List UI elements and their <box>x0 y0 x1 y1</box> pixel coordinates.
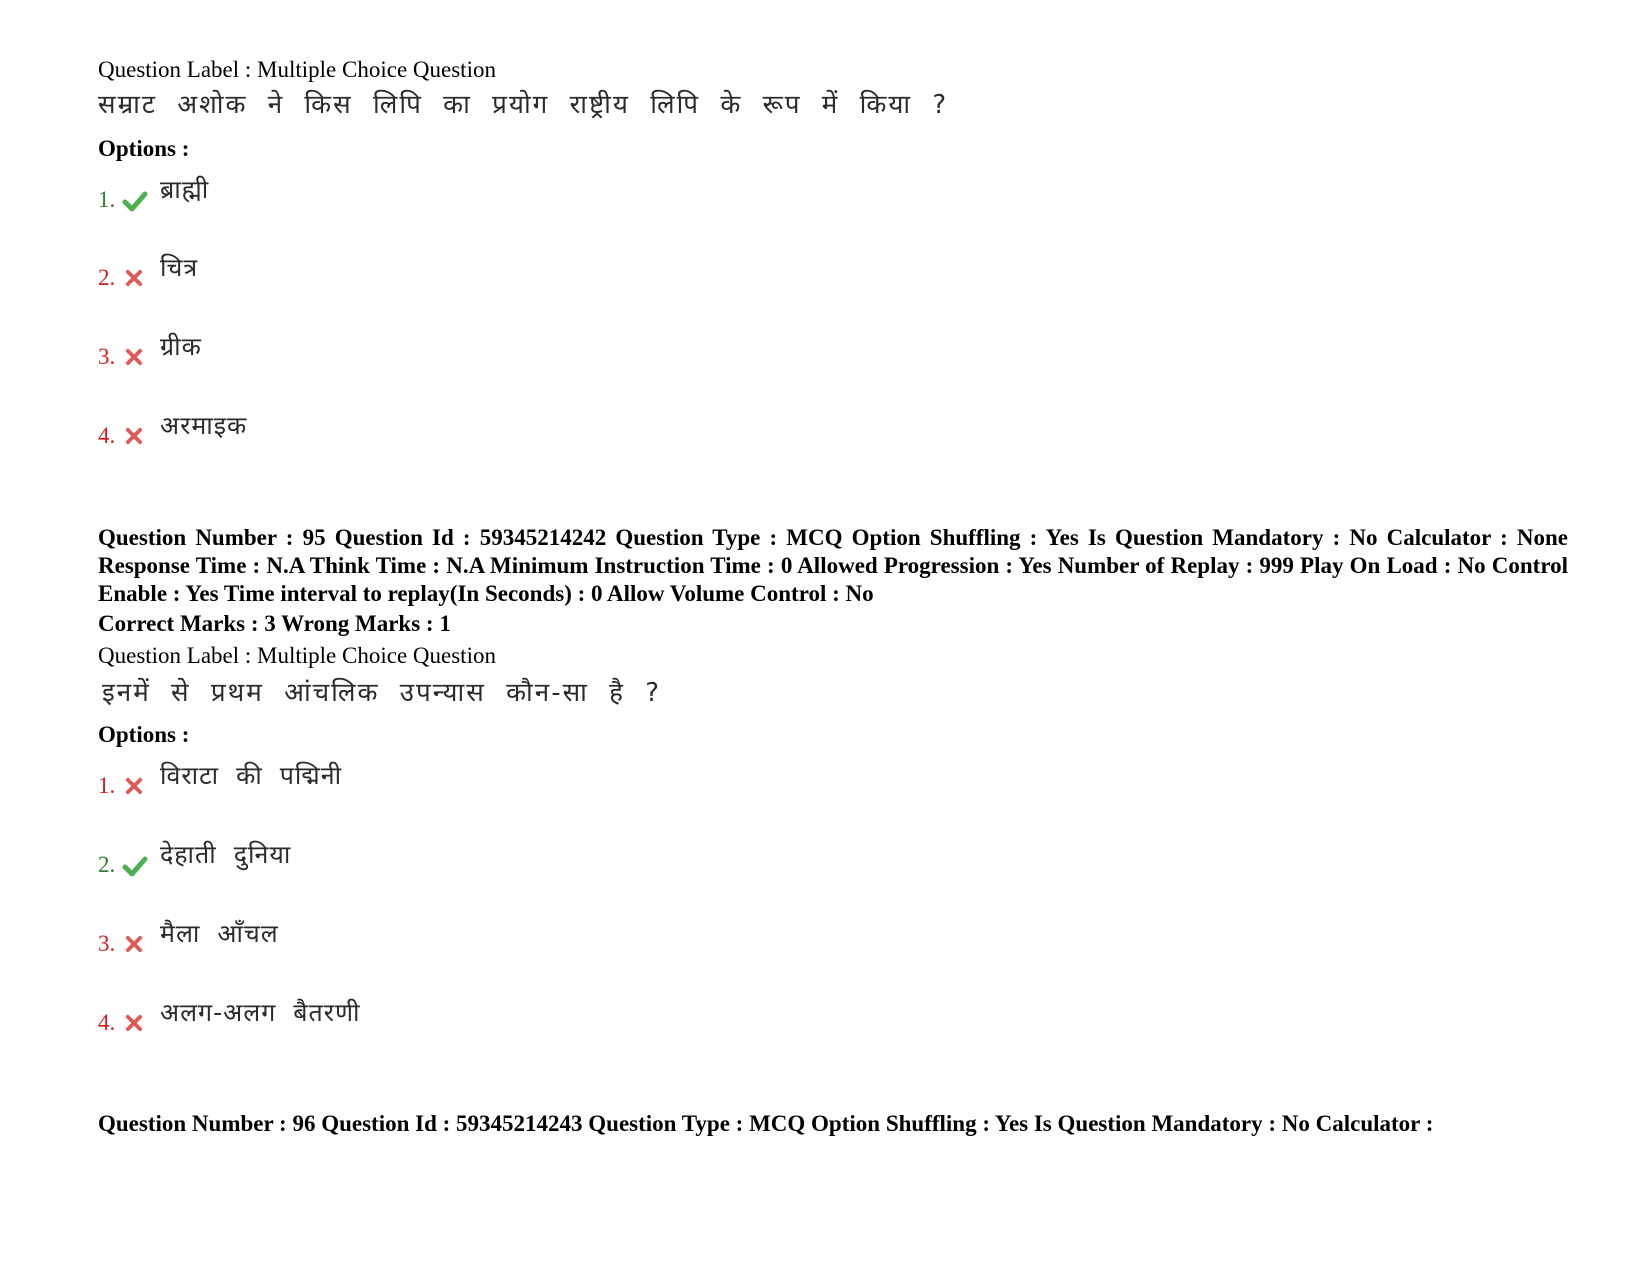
option-item <box>98 760 698 800</box>
option-number: 2. <box>98 852 116 877</box>
option-number: 1. <box>98 773 116 798</box>
option-text: ब्राह्मी <box>160 175 210 204</box>
cross-icon <box>124 426 144 446</box>
option-text: देहाती दुनिया <box>160 840 292 869</box>
cross-icon <box>124 347 144 367</box>
option-item <box>98 410 698 450</box>
options-heading: Options : <box>98 722 190 747</box>
option-item <box>98 918 698 958</box>
question-meta: Question Number : 95 Question Id : 59345214242 Question Type : MCQ Option Shuffling : Yes Is Question Mandatory : No Calculator : None Response Time : N.A Think Time : N.A Minimum Instruction Time : 0 Allowed Progression : Yes Number of Replay : 999 Play On Load : No Control Enable : Yes Time interval to replay(In Seconds) : 0 Allow Volume Control : No <box>98 525 1568 606</box>
option-text: ग्रीक <box>160 332 202 361</box>
option-item <box>98 331 698 371</box>
option-text: चित्र <box>160 253 199 282</box>
option-number: 3. <box>98 344 116 369</box>
cross-icon <box>124 1013 144 1033</box>
option-text: अलग-अलग बैतरणी <box>160 998 361 1027</box>
question-text: इनमें से प्रथम आंचलिक उपन्यास कौन-सा है ? <box>102 678 662 708</box>
option-number: 1. <box>98 187 116 212</box>
option-item <box>98 997 698 1037</box>
check-icon <box>122 853 148 879</box>
cross-icon <box>124 268 144 288</box>
question-text: सम्राट अशोक ने किस लिपि का प्रयोग राष्ट्रीय लिपि के रूप में किया ? <box>98 90 949 120</box>
option-number: 2. <box>98 265 116 290</box>
check-icon <box>122 188 148 214</box>
option-item <box>98 174 698 214</box>
question-label: Question Label : Multiple Choice Question <box>98 57 496 82</box>
option-text: विराटा की पद्मिनी <box>160 761 343 790</box>
option-text: मैला आँचल <box>160 919 279 948</box>
cross-icon <box>124 934 144 954</box>
question-label: Question Label : Multiple Choice Question <box>98 643 496 668</box>
option-number: 4. <box>98 1010 116 1035</box>
option-item <box>98 252 698 292</box>
question-meta: Question Number : 96 Question Id : 59345214243 Question Type : MCQ Option Shuffling : Yes Is Question Mandatory : No Calculator : <box>98 1111 1434 1136</box>
option-text: अरमाइक <box>160 411 248 440</box>
options-heading: Options : <box>98 136 190 161</box>
option-number: 3. <box>98 931 116 956</box>
option-item <box>98 839 698 879</box>
marks-info: Correct Marks : 3 Wrong Marks : 1 <box>98 611 451 636</box>
cross-icon <box>124 776 144 796</box>
option-number: 4. <box>98 423 116 448</box>
